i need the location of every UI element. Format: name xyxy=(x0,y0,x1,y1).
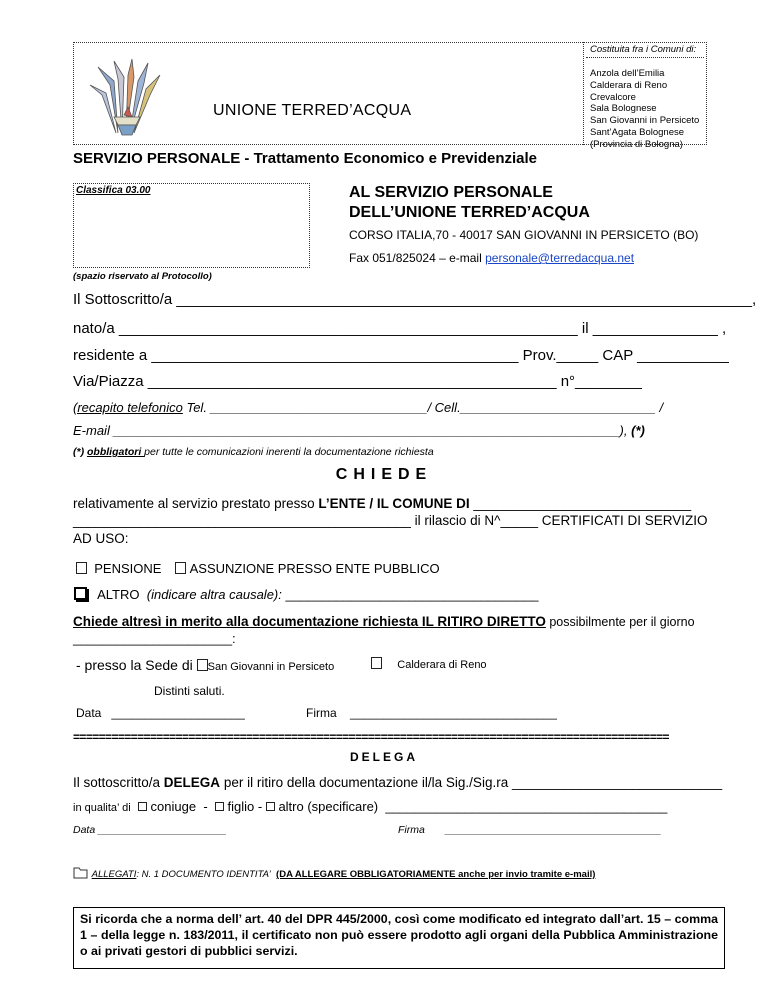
ritiro-sede xyxy=(76,657,334,673)
data-field[interactable] xyxy=(76,706,245,720)
request-line3: AD USO: xyxy=(73,531,129,546)
sede-calderara-label: Calderara di Reno xyxy=(397,659,487,671)
recipient-contacts xyxy=(349,251,634,265)
union-name: UNIONE TERRED’ACQUA xyxy=(213,102,412,119)
altro-delega-blank[interactable]: _______________________________________ xyxy=(385,799,668,814)
service-title: SERVIZIO PERSONALE - Trattamento Economico e Previdenziale xyxy=(73,150,538,167)
ritiro-line1 xyxy=(73,614,695,629)
delega-data-label: Data xyxy=(73,824,96,836)
separator-line: ============================================================================================= xyxy=(73,730,669,744)
union-logo-icon xyxy=(88,55,166,137)
obbl-word: obbligatori xyxy=(87,446,145,458)
qualita-label: in qualita’ di xyxy=(73,802,131,814)
comune-item: Crevalcore xyxy=(590,91,636,103)
delega-heading: DELEGA xyxy=(349,750,418,764)
allegati-label: ALLEGATI xyxy=(91,869,137,880)
recapito-label: (recapito telefonico xyxy=(73,400,183,415)
request-ente: L’ENTE / IL COMUNE DI xyxy=(318,496,470,511)
delega-post[interactable]: per il ritiro della documentazione il/la Sig./Sig.ra ____________________________ xyxy=(220,775,723,790)
recapito-lines: Tel. ______________________________/ Cell.___________________________ / xyxy=(182,400,664,415)
obbl-star: (*) xyxy=(73,446,87,458)
email-required-mark: (*) xyxy=(627,423,645,438)
comuni-title: Costituita fra i Comuni di: xyxy=(590,44,697,55)
sede-sangiovanni-checkbox[interactable] xyxy=(197,659,208,671)
field-email[interactable] xyxy=(73,423,645,438)
assunzione-label: ASSUNZIONE PRESSO ENTE PUBBLICO xyxy=(189,561,440,576)
sede-sangiovanni-label: San Giovanni in Persiceto xyxy=(207,661,335,673)
folder-icon xyxy=(73,866,89,879)
request-pre: relativamente al servizio prestato presso xyxy=(73,496,319,511)
ritiro-rest: possibilmente per il giorno xyxy=(545,615,695,629)
recipient-line2: DELL’UNIONE TERRED’ACQUA xyxy=(349,204,590,221)
comune-item: Calderara di Reno xyxy=(590,79,668,91)
ritiro-date-field[interactable]: ______________________: xyxy=(73,631,236,646)
pensione-checkbox[interactable] xyxy=(76,562,87,574)
altro-checkbox[interactable] xyxy=(74,587,87,600)
request-line1 xyxy=(73,496,691,511)
ritiro-bold: Chiede altresì in merito alla documentazione richiesta IL RITIRO DIRETTO xyxy=(73,614,546,629)
saluti: Distinti saluti. xyxy=(154,684,225,698)
comuni-divider xyxy=(586,57,704,58)
allegati-note: (DA ALLEGARE OBBLIGATORIAMENTE anche per invio tramite e-mail) xyxy=(276,869,596,880)
figlio-label: figlio xyxy=(227,799,255,814)
coniuge-label: coniuge xyxy=(150,799,197,814)
altro-note: (indicare altra causale): xyxy=(146,587,282,602)
firma-blank[interactable]: _______________________________ xyxy=(350,706,557,720)
request-line2[interactable]: _____________________________________________ il rilascio di N^_____ CERTIFICATI DI SERVIZIO xyxy=(73,513,708,528)
header-divider xyxy=(583,42,584,145)
request-ente-blank[interactable]: _____________________________ xyxy=(469,496,692,511)
email-link[interactable]: personale@terredacqua.net xyxy=(485,251,635,265)
delega-firma[interactable] xyxy=(398,824,661,836)
chiede-heading: CHIEDE xyxy=(335,466,433,483)
field-via[interactable]: Via/Piazza _________________________________________________ n°________ xyxy=(73,373,642,390)
delega-data[interactable] xyxy=(73,824,227,836)
figlio-checkbox[interactable] xyxy=(215,802,224,811)
altro-delega-checkbox[interactable] xyxy=(266,802,275,811)
field-residente[interactable]: residente a ____________________________________________ Prov._____ CAP ___________ xyxy=(73,347,729,364)
data-label: Data xyxy=(76,706,102,720)
comune-item: Sant’Agata Bolognese xyxy=(590,126,685,138)
recipient-address: CORSO ITALIA,70 - 40017 SAN GIOVANNI IN PERSICETO (BO) xyxy=(349,228,699,242)
assunzione-checkbox[interactable] xyxy=(175,562,186,574)
delega-firma-label: Firma xyxy=(398,824,425,836)
obbl-rest: per tutte le comunicazioni inerenti la documentazione richiesta xyxy=(144,446,434,458)
allegati-line xyxy=(73,866,595,880)
legal-notice: Si ricorda che a norma dell’ art. 40 del DPR 445/2000, così come modificato ed integrato dall’art. 15 – comma 1 – della legge n. 183/2011, il certificato non può essere prodotto agli organi della Pubblica Amministrazione o ai privati gestori di pubblici servizi. xyxy=(73,907,725,969)
altro-delega-label: altro (specificare) xyxy=(278,799,379,814)
comune-item: San Giovanni in Persiceto xyxy=(590,115,700,127)
field-nato[interactable]: nato/a _______________________________________________________ il _______________ , xyxy=(73,320,727,337)
delega-pre: Il sottoscritto/a xyxy=(73,775,164,790)
email-line: E-mail ______________________________________________________________________), xyxy=(73,423,628,438)
delega-qualita: in qualita’ di coniuge - figlio - altro (specificare) _______________________________________ xyxy=(73,799,668,814)
delega-line1[interactable] xyxy=(73,775,722,790)
comune-item: Anzola dell’Emilia xyxy=(590,68,665,79)
delega-data-blank[interactable]: ______________________ xyxy=(98,824,227,836)
altro-label: ALTRO xyxy=(97,587,140,602)
option-assunzione[interactable] xyxy=(175,561,440,576)
delega-firma-blank[interactable]: _____________________________________ xyxy=(445,824,662,836)
sede-calderara-checkbox[interactable] xyxy=(371,657,382,669)
data-blank[interactable]: ____________________ xyxy=(111,706,245,720)
pensione-label: PENSIONE xyxy=(94,561,162,576)
comune-item: (Provincia di Bologna) xyxy=(590,138,683,150)
coniuge-checkbox[interactable] xyxy=(138,802,147,811)
ritiro-sede-calderara[interactable] xyxy=(371,657,487,671)
classifica-label: Classifica 03.00 xyxy=(76,185,151,196)
protocol-note: (spazio riservato al Protocollo) xyxy=(73,271,212,282)
recipient-line1: AL SERVIZIO PERSONALE xyxy=(349,184,553,201)
obbligatori-note xyxy=(73,446,434,458)
delega-bold: DELEGA xyxy=(163,775,221,790)
sede-label: - presso la Sede di xyxy=(76,657,193,673)
allegati-text: : N. 1 DOCUMENTO IDENTITA’ xyxy=(136,869,271,880)
field-sottoscritto[interactable]: Il Sottoscritto/a _____________________________________________________________________, xyxy=(73,291,757,308)
firma-field[interactable] xyxy=(306,706,557,720)
firma-label: Firma xyxy=(306,706,337,720)
comune-item: Sala Bolognese xyxy=(590,103,657,115)
altro-blank[interactable]: ___________________________________ xyxy=(281,587,539,602)
comuni-list xyxy=(590,68,699,151)
option-pensione[interactable] xyxy=(76,561,161,576)
option-altro[interactable] xyxy=(74,587,539,602)
fax-text: Fax 051/825024 – e-mail xyxy=(349,251,486,265)
field-recapito[interactable] xyxy=(73,400,663,415)
